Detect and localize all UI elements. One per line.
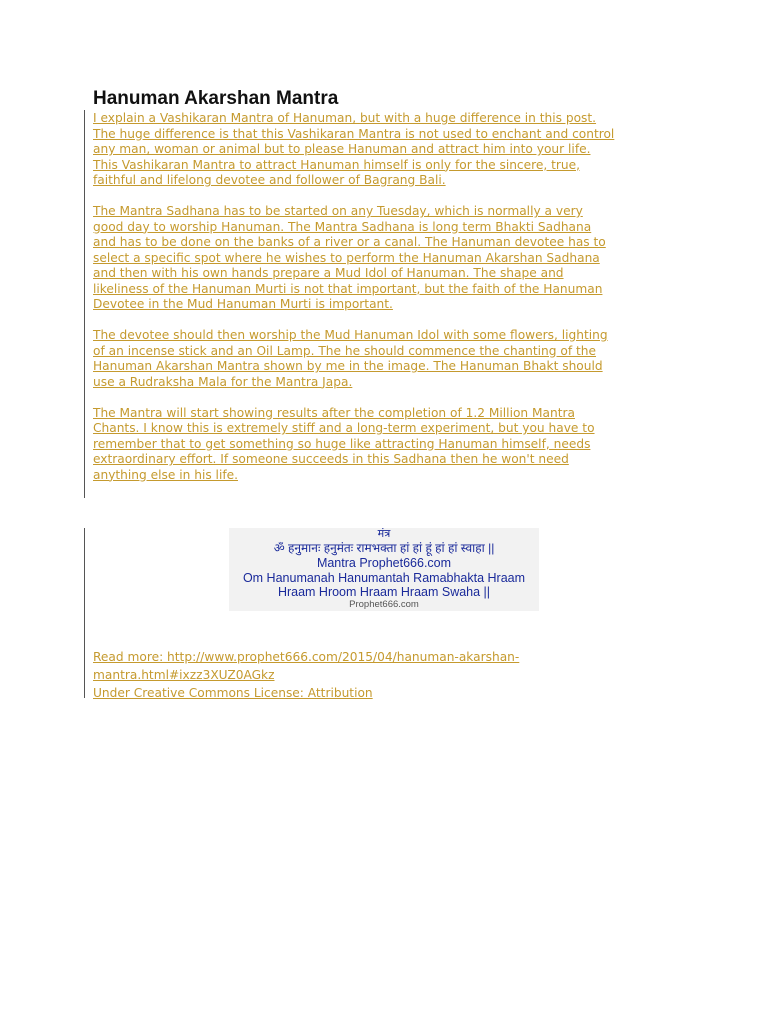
paragraph-worship[interactable] [93, 328, 683, 390]
read-more-link[interactable] [93, 648, 683, 684]
text-line: Hanuman Akarshan Mantra shown by me in the image. The Hanuman Bhakt should [93, 359, 603, 373]
text-line: likeliness of the Hanuman Murti is not that important, but the faith of the Hanuman [93, 281, 603, 296]
paragraph-sadhana[interactable] [93, 204, 683, 313]
text-line: remember that to get something so huge like attracting Hanuman himself, needs [93, 436, 591, 451]
text-line: The Mantra will start showing results after the completion of 1.2 Million Mantra [93, 405, 575, 420]
text-line: faithful and lifelong devotee and follower of Bagrang Bali. [93, 173, 446, 187]
margin-bar-bottom [84, 528, 85, 698]
text-line: This Vashikaran Mantra to attract Hanuman himself is only for the sincere, true, [93, 157, 580, 172]
text-line: The devotee should then worship the Mud Hanuman Idol with some flowers, lighting [93, 328, 608, 342]
margin-bar-top [84, 110, 85, 498]
text-line: and then with his own hands prepare a Mud Idol of Hanuman. The shape and [93, 266, 564, 280]
article-body [93, 111, 683, 499]
read-more-line: Read more: http://www.prophet666.com/2015/04/hanuman-akarshan- [93, 650, 520, 664]
page-title: Hanuman Akarshan Mantra [93, 88, 339, 109]
mantra-line-2: Hraam Hroom Hraam Hraam Swaha || [277, 585, 491, 599]
paragraph-results[interactable] [93, 406, 683, 484]
paragraph-intro[interactable] [93, 111, 683, 189]
text-line: and has to be done on the banks of a river or a canal. The Hanuman devotee has to [93, 235, 606, 249]
footer [93, 648, 683, 702]
text-line: Chants. I know this is extremely stiff and a long-term experiment, but you have to [93, 421, 595, 435]
text-line: The huge difference is that this Vashikaran Mantra is not used to enchant and control [93, 126, 615, 141]
read-more-line: mantra.html#ixzz3XUZ0AGkz [93, 668, 275, 682]
text-line: good day to worship Hanuman. The Mantra Sadhana is long term Bhakti Sadhana [93, 219, 592, 234]
text-line: select a specific spot where he wishes to perform the Hanuman Akarshan Sadhana [93, 250, 600, 265]
mantra-heading: मंत्र [377, 528, 391, 540]
mantra-devanagari: ॐ हनुमानः हनुमंतः रामभक्ता हां हां हूं हां हां स्वाहा || [273, 541, 495, 555]
text-line: The Mantra Sadhana has to be started on any Tuesday, which is normally a very [93, 204, 583, 218]
text-line: of an incense stick and an Oil Lamp. The he should commence the chanting of the [93, 343, 597, 358]
text-line: Devotee in the Mud Hanuman Murti is important. [93, 297, 393, 311]
text-line: I explain a Vashikaran Mantra of Hanuman, but with a huge difference in this post. [93, 111, 597, 125]
mantra-image [229, 528, 539, 611]
mantra-brand: Prophet666.com [349, 599, 419, 610]
text-line: extraordinary effort. If someone succeeds in this Sadhana then he won't need [93, 452, 569, 466]
text-line: anything else in his life. [93, 467, 238, 482]
text-line: use a Rudraksha Mala for the Mantra Japa. [93, 374, 353, 389]
mantra-site: Mantra Prophet666.com [316, 556, 452, 570]
license-link[interactable]: Under Creative Commons License: Attribution [93, 686, 373, 700]
mantra-line-1: Om Hanumanah Hanumantah Ramabhakta Hraam [242, 571, 526, 585]
text-line: any man, woman or animal but to please Hanuman and attract him into your life. [93, 142, 591, 156]
